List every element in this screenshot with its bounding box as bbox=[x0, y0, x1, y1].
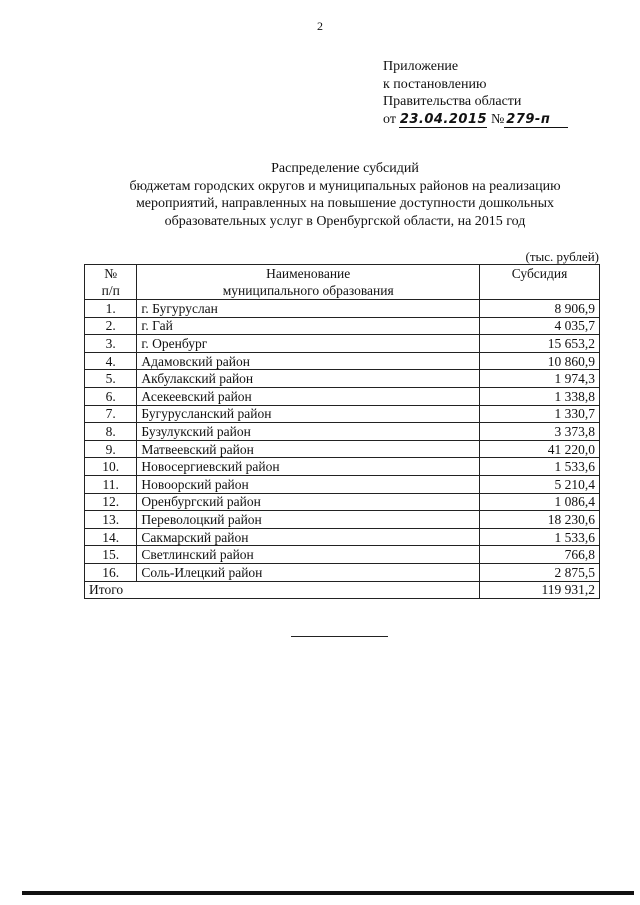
appendix-block bbox=[383, 58, 568, 128]
row-subsidy: 10 860,9 bbox=[480, 352, 600, 370]
header-number-line-2: п/п bbox=[101, 283, 120, 298]
table-row bbox=[85, 387, 600, 405]
row-name: Новоорский район bbox=[137, 475, 480, 493]
row-name: Матвеевский район bbox=[137, 440, 480, 458]
table-row bbox=[85, 423, 600, 441]
row-number: 4. bbox=[85, 352, 137, 370]
handwritten-date: 23.04.2015 bbox=[399, 111, 488, 127]
row-number: 10. bbox=[85, 458, 137, 476]
units-label: (тыс. рублей) bbox=[525, 249, 599, 264]
row-subsidy: 15 653,2 bbox=[480, 335, 600, 353]
total-sum: 119 931,2 bbox=[480, 581, 600, 599]
table-row bbox=[85, 528, 600, 546]
table-body bbox=[85, 300, 600, 582]
row-number: 6. bbox=[85, 387, 137, 405]
table-row bbox=[85, 405, 600, 423]
row-number: 13. bbox=[85, 511, 137, 529]
title-line-1: Распределение субсидий bbox=[271, 161, 419, 176]
row-name: Адамовский район bbox=[137, 352, 480, 370]
appendix-line-3: Правительства области bbox=[383, 94, 522, 109]
appendix-line-1: Приложение bbox=[383, 59, 459, 74]
header-subsidy: Субсидия bbox=[480, 265, 600, 300]
row-subsidy: 2 875,5 bbox=[480, 563, 600, 581]
row-name: Соль-Илецкий район bbox=[137, 563, 480, 581]
row-subsidy: 3 373,8 bbox=[480, 423, 600, 441]
row-subsidy: 1 330,7 bbox=[480, 405, 600, 423]
row-name: Бузулукский район bbox=[137, 423, 480, 441]
row-subsidy: 1 086,4 bbox=[480, 493, 600, 511]
row-name: Оренбургский район bbox=[137, 493, 480, 511]
table-row bbox=[85, 440, 600, 458]
row-subsidy: 8 906,9 bbox=[480, 300, 600, 318]
table-row bbox=[85, 493, 600, 511]
appendix-line-2: к постановлению bbox=[383, 76, 487, 92]
row-name: Асекеевский район bbox=[137, 387, 480, 405]
row-number: 8. bbox=[85, 423, 137, 441]
row-number: 3. bbox=[85, 335, 137, 353]
row-name: Новосергиевский район bbox=[137, 458, 480, 476]
table-row bbox=[85, 300, 600, 318]
row-subsidy: 1 338,8 bbox=[480, 387, 600, 405]
table-row bbox=[85, 475, 600, 493]
row-subsidy: 1 533,6 bbox=[480, 458, 600, 476]
number-sign: № bbox=[490, 111, 505, 127]
subsidies-table bbox=[84, 264, 600, 599]
appendix-date-line bbox=[383, 111, 568, 129]
table-row bbox=[85, 370, 600, 388]
handwritten-number: 279-п bbox=[504, 113, 568, 128]
header-name-line-1: Наименование bbox=[266, 266, 351, 281]
table-header-row bbox=[85, 265, 600, 300]
row-name: Акбулакский район bbox=[137, 370, 480, 388]
row-number: 14. bbox=[85, 528, 137, 546]
row-name: Бугурусланский район bbox=[137, 405, 480, 423]
total-row bbox=[85, 581, 600, 599]
row-subsidy: 41 220,0 bbox=[480, 440, 600, 458]
row-number: 16. bbox=[85, 563, 137, 581]
row-name: Переволоцкий район bbox=[137, 511, 480, 529]
row-name: Светлинский район bbox=[137, 546, 480, 564]
row-number: 1. bbox=[85, 300, 137, 318]
table-row bbox=[85, 458, 600, 476]
date-prefix: от bbox=[383, 111, 396, 127]
row-number: 11. bbox=[85, 475, 137, 493]
row-subsidy: 1 533,6 bbox=[480, 528, 600, 546]
row-subsidy: 1 974,3 bbox=[480, 370, 600, 388]
table-row bbox=[85, 352, 600, 370]
row-name: г. Оренбург bbox=[137, 335, 480, 353]
row-number: 12. bbox=[85, 493, 137, 511]
row-number: 2. bbox=[85, 317, 137, 335]
row-subsidy: 4 035,7 bbox=[480, 317, 600, 335]
table-row bbox=[85, 317, 600, 335]
total-label: Итого bbox=[85, 581, 480, 599]
header-name-line-2: муниципального образования bbox=[222, 283, 394, 298]
row-number: 9. bbox=[85, 440, 137, 458]
table-row bbox=[85, 563, 600, 581]
header-number bbox=[85, 265, 137, 300]
title-line-4: образовательных услуг в Оренбургской области, на 2015 год bbox=[164, 213, 526, 229]
table-row bbox=[85, 546, 600, 564]
row-subsidy: 766,8 bbox=[480, 546, 600, 564]
row-number: 5. bbox=[85, 370, 137, 388]
row-name: Сакмарский район bbox=[137, 528, 480, 546]
page-number: 2 bbox=[317, 19, 323, 33]
table-row bbox=[85, 335, 600, 353]
row-subsidy: 5 210,4 bbox=[480, 475, 600, 493]
row-number: 15. bbox=[85, 546, 137, 564]
scan-edge-bar bbox=[22, 891, 634, 895]
row-name: г. Бугуруслан bbox=[137, 300, 480, 318]
table-row bbox=[85, 511, 600, 529]
row-subsidy: 18 230,6 bbox=[480, 511, 600, 529]
title-line-2: бюджетам городских округов и муниципальных районов на реализацию bbox=[129, 178, 561, 194]
end-divider bbox=[291, 636, 388, 637]
header-number-line-1: № bbox=[104, 266, 118, 281]
document-title bbox=[90, 160, 600, 230]
header-name bbox=[137, 265, 480, 300]
row-name: г. Гай bbox=[137, 317, 480, 335]
row-number: 7. bbox=[85, 405, 137, 423]
title-line-3: мероприятий, направленных на повышение доступности дошкольных bbox=[135, 196, 555, 211]
